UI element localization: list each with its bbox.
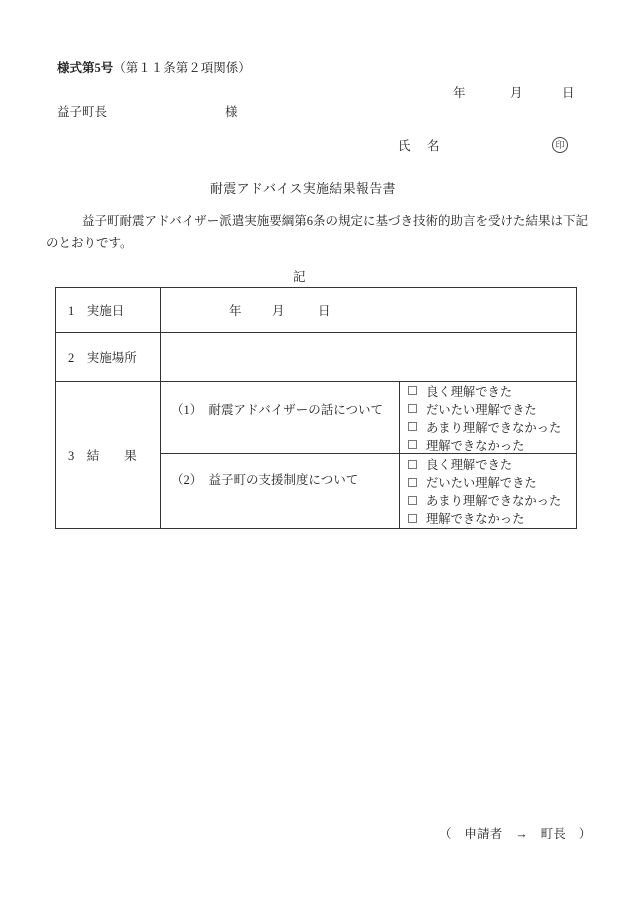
- row3-header-cell: [56, 382, 161, 528]
- checkbox-option-label: だいたい理解できた: [426, 402, 537, 417]
- seal-icon: [552, 137, 568, 153]
- addressee: 益子町長: [57, 105, 108, 119]
- result-section-1: [161, 382, 576, 454]
- checkbox-option: [408, 455, 576, 473]
- checkbox-option-label: 良く理解できた: [426, 458, 513, 472]
- form-number-relation: （第１１条第２項関係）: [113, 61, 251, 75]
- checkbox-option-label: だいたい理解できた: [426, 476, 537, 490]
- checkbox-icon[interactable]: [408, 478, 417, 487]
- form-number: [57, 61, 251, 75]
- header-date-year-label: 年: [453, 86, 466, 100]
- table-row-result: [56, 382, 576, 528]
- question-1-options: [400, 382, 576, 453]
- checkbox-option-label: あまり理解できなかった: [426, 494, 562, 508]
- question-1-cell: [161, 382, 400, 453]
- checkbox-icon[interactable]: [408, 422, 417, 431]
- checkbox-option: [408, 491, 576, 509]
- result-section-2: [161, 454, 576, 528]
- seal-character: 印: [555, 139, 565, 150]
- checkbox-option-label: あまり理解できなかった: [426, 420, 562, 435]
- checkbox-option: [408, 473, 576, 491]
- row3-label: 3 結 果: [68, 449, 137, 463]
- checkbox-option-label: 良く理解できた: [426, 384, 513, 399]
- header-date-month-label: 月: [510, 86, 523, 100]
- checkbox-icon[interactable]: [408, 496, 417, 505]
- form-number-main: 様式第5号: [57, 61, 114, 75]
- checkbox-option-label: 理解できなかった: [426, 512, 525, 526]
- checkbox-option: [408, 509, 576, 527]
- table-date-day-label: 日: [318, 304, 331, 318]
- addressee-honorific: 様: [225, 105, 238, 119]
- checkbox-icon[interactable]: [408, 514, 417, 523]
- row1-label: 1 実施日: [68, 304, 125, 318]
- report-table: [55, 287, 577, 529]
- body-paragraph: [46, 211, 589, 254]
- row1-value-cell: [161, 288, 576, 332]
- row2-header-cell: [56, 333, 161, 381]
- table-row-place: [56, 333, 576, 382]
- table-date-year-label: 年: [229, 304, 242, 318]
- checkbox-option: [408, 400, 576, 418]
- body-paragraph-line1: 益子町耐震アドバイザー派遣実施要綱第6条の規定に基づき技術的助言を受けた結果は下記: [82, 214, 589, 228]
- checkbox-icon[interactable]: [408, 404, 417, 413]
- checkbox-icon[interactable]: [408, 440, 417, 449]
- checkbox-option: [408, 382, 576, 400]
- checkbox-icon[interactable]: [408, 460, 417, 469]
- checkbox-option: [408, 418, 576, 436]
- result-sections: [161, 382, 576, 528]
- question-2-cell: [161, 454, 400, 528]
- document-title: 耐震アドバイス実施結果報告書: [210, 181, 396, 196]
- question-1-label: （1） 耐震アドバイザーの話について: [171, 402, 384, 417]
- name-field-label: 氏 名: [398, 139, 442, 153]
- question-2-label: （2） 益子町の支援制度について: [171, 472, 359, 487]
- header-date-day-label: 日: [562, 86, 575, 100]
- checkbox-option: [408, 436, 576, 454]
- row2-value-cell: [161, 333, 576, 381]
- table-date-month-label: 月: [272, 304, 285, 318]
- row1-header-cell: [56, 288, 161, 332]
- ki-heading: 記: [293, 270, 306, 284]
- checkbox-icon[interactable]: [408, 386, 417, 395]
- row2-label: 2 実施場所: [68, 351, 137, 365]
- table-row-date: [56, 288, 576, 333]
- question-2-options: [400, 454, 576, 528]
- body-paragraph-line2: のとおりです。: [46, 235, 133, 250]
- checkbox-option-label: 理解できなかった: [426, 438, 525, 453]
- routing-note: （ 申請者 → 町長 ）: [439, 827, 592, 841]
